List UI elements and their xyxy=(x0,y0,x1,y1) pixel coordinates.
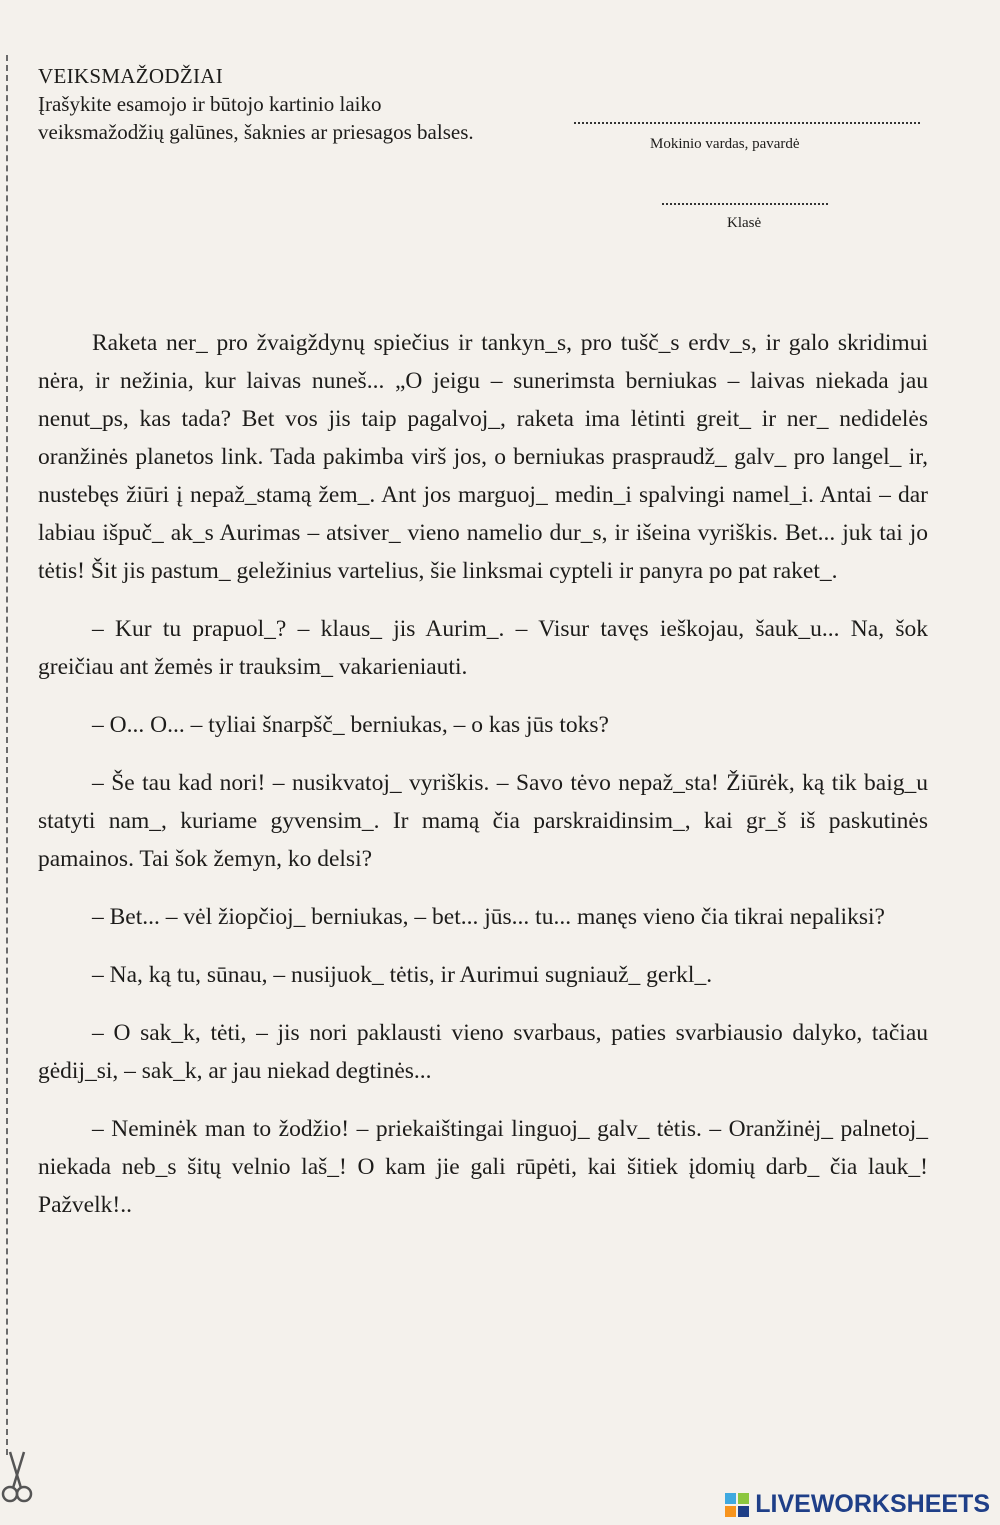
paragraph: – Na, ką tu, sūnau, – nusijuok_ tėtis, ir Aurimui sugniauž_ gerkl_. xyxy=(92,962,713,988)
worksheet-title: VEIKSMAŽODŽIAI xyxy=(38,64,224,88)
class-line[interactable] xyxy=(662,203,828,205)
paragraph: – Kur tu prapuol_? – klaus_ jis Aurim_. – Visur tavęs ieškojau, šauk_u... Na, šok greičiau ant žemės ir trauksim_ vakarieniauti. xyxy=(38,616,928,680)
liveworksheets-logo-icon xyxy=(725,1493,749,1517)
story-text xyxy=(38,324,928,1244)
cut-line xyxy=(6,55,8,1455)
paragraph: Raketa ner_ pro žvaigždynų spiečius ir tankyn_s, pro tušč_s erdv_s, ir galo skridimui nėra, ir nežinia, kur laivas nuneš... „O jeigu – sunerimsta berniukas – laivas niekada jau nenut_ps, kas tada? Bet vos jis taip pagalvoj_, raketa ima lėtinti greit_ ir ner_ nedidelės oranžinės planetos link. Tada pakimba virš jos, o berniukas praspraudž_ galv_ pro langel_ ir, nustebęs žiūri į nepaž_stamą žem_. Ant jos marguoj_ medin_i spalvingi namel_i. Antai – dar labiau išpuč_ ak_s Aurimas – atsiver_ vieno namelio dur_s, ir išeina vyriškis. Bet... juk tai jo tėtis! Šit jis pastum_ geležinius vartelius, šie linksmai cypteli ir panyra po pat raket_. xyxy=(38,330,928,584)
student-name-line[interactable] xyxy=(574,122,920,124)
student-name-label: Mokinio vardas, pavardė xyxy=(650,136,800,152)
liveworksheets-logo xyxy=(725,1490,990,1519)
class-label: Klasė xyxy=(727,215,762,231)
paragraph: – Bet... – vėl žiopčioj_ berniukas, – bet... jūs... tu... manęs vieno čia tikrai nepaliksi? xyxy=(92,904,885,930)
paragraph: – Še tau kad nori! – nusikvatoj_ vyriškis. – Savo tėvo nepaž_sta! Žiūrėk, ką tik baig_u statyti nam_, kuriame gyvensim_. Ir mamą čia parskraidinsim_, kai gr_š iš paskutinės pamainos. Tai šok žemyn, ko delsi? xyxy=(38,770,928,872)
paragraph: – O sak_k, tėti, – jis nori paklausti vieno svarbaus, paties svarbiausio dalyko, tačiau gėdij_si, – sak_k, ar jau niekad degtinės... xyxy=(38,1020,928,1084)
liveworksheets-logo-text: LIVEWORKSHEETS xyxy=(755,1490,990,1518)
instructions: Įrašykite esamojo ir būtojo kartinio laiko veiksmažodžių galūnes, šaknies ar priesagos balses. xyxy=(38,92,474,144)
paragraph: – O... O... – tyliai šnarpšč_ berniukas, – o kas jūs toks? xyxy=(92,712,609,738)
paragraph: – Neminėk man to žodžio! – priekaištingai linguoj_ galv_ tėtis. – Oranžinėj_ palnetoj_ niekada neb_s šitų velnio laš_! O kam jie gali rūpėti, kai šitiek įdomių darb_ čia lauk_! Pažvelk!.. xyxy=(38,1116,928,1218)
scissors-icon xyxy=(0,1448,34,1504)
